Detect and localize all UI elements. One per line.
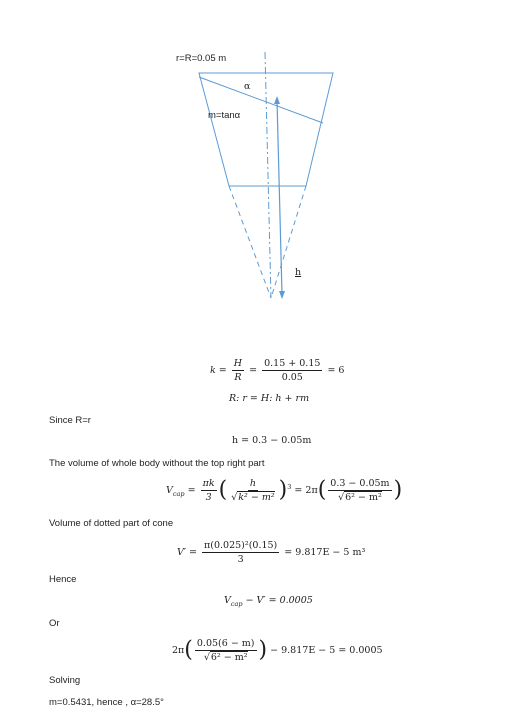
- solving-text: Solving: [49, 675, 81, 686]
- eq7-frac: $\frac{0.05(6 - m)}{\text{√6² − m²}}$: [196, 638, 255, 663]
- h-arrowhead-bottom: [279, 291, 285, 299]
- or-text: Or: [49, 618, 60, 629]
- alpha-label: α: [244, 81, 251, 92]
- volume-text: The volume of whole body without the top right part: [49, 458, 265, 469]
- frustum-outline: [199, 73, 333, 186]
- h-arrowhead-top: [274, 96, 280, 104]
- equation-h: h = 0.3 − 0.05m: [232, 435, 312, 446]
- eq1-rhs: = 6: [327, 365, 345, 376]
- dotted-text: Volume of dotted part of cone: [49, 518, 174, 529]
- center-axis: [265, 52, 271, 298]
- height-label: h: [295, 267, 302, 278]
- eq4-frac-b: $\frac{h}{\text{√k² − m²}}$: [231, 478, 275, 503]
- eq5-rhs: = 9.817E − 5 m³: [284, 547, 366, 558]
- equation-vprime: [177, 540, 365, 565]
- eq5-lhs: V′ =: [177, 547, 197, 558]
- eq4-mid: = 2π: [294, 485, 318, 496]
- result-text: m=0.5431, hence , α=28.5°: [49, 697, 164, 708]
- eq4-lhs-sub: cap: [172, 489, 185, 498]
- slope-label: m=tanα: [208, 110, 241, 121]
- eq4-frac-a: $\frac{\pi k}{3}$: [202, 478, 215, 503]
- equation-vcap: $V_{cap}$ = $\frac{\pi k}{3}$ ( $\frac{h}{\text{√k² − m²}}$ )$^3$ = 2π( $\frac{0.3 - 0.05m}{\text{√6² − m²}}$ ): [166, 477, 403, 503]
- dashed-edge-right: [271, 186, 306, 298]
- radius-label: r=R=0.05 m: [176, 53, 227, 64]
- eq4-exp: 3: [287, 482, 292, 491]
- eq1-eq: =: [249, 365, 258, 376]
- eq1-lhs: k =: [210, 365, 227, 376]
- eq7-lhs: 2π: [172, 645, 185, 656]
- equation-k: [210, 358, 344, 383]
- eq4-lhs: V: [166, 485, 173, 496]
- equation-solve: 2π( $\frac{0.05(6 - m)}{\text{√6² − m²}}$ ) − 9.817E − 5 = 0.0005: [172, 637, 383, 663]
- eq1-frac2: $\frac{0.15 + 0.15}{0.05}$: [264, 358, 321, 383]
- equation-diff: $V_{cap} - V' = 0.0005$: [224, 595, 313, 608]
- h-arrow: [277, 100, 282, 294]
- eq7-rhs: − 9.817E − 5 = 0.0005: [270, 645, 383, 656]
- eq4-eq: =: [187, 485, 196, 496]
- eq5-frac: $\frac{\text{π(0.025)²(0.15)}}{3}$: [204, 540, 278, 565]
- eq4-frac-c: $\frac{0.3 - 0.05m}{\text{√6² − m²}}$: [330, 478, 390, 503]
- hence-text: Hence: [49, 574, 77, 585]
- eq1-frac1: $\frac{H}{R}$: [233, 358, 243, 383]
- equation-ratio: R: r = H: h + rm: [229, 393, 310, 404]
- since-text: Since R=r: [49, 415, 91, 426]
- dashed-edge-left: [229, 186, 271, 298]
